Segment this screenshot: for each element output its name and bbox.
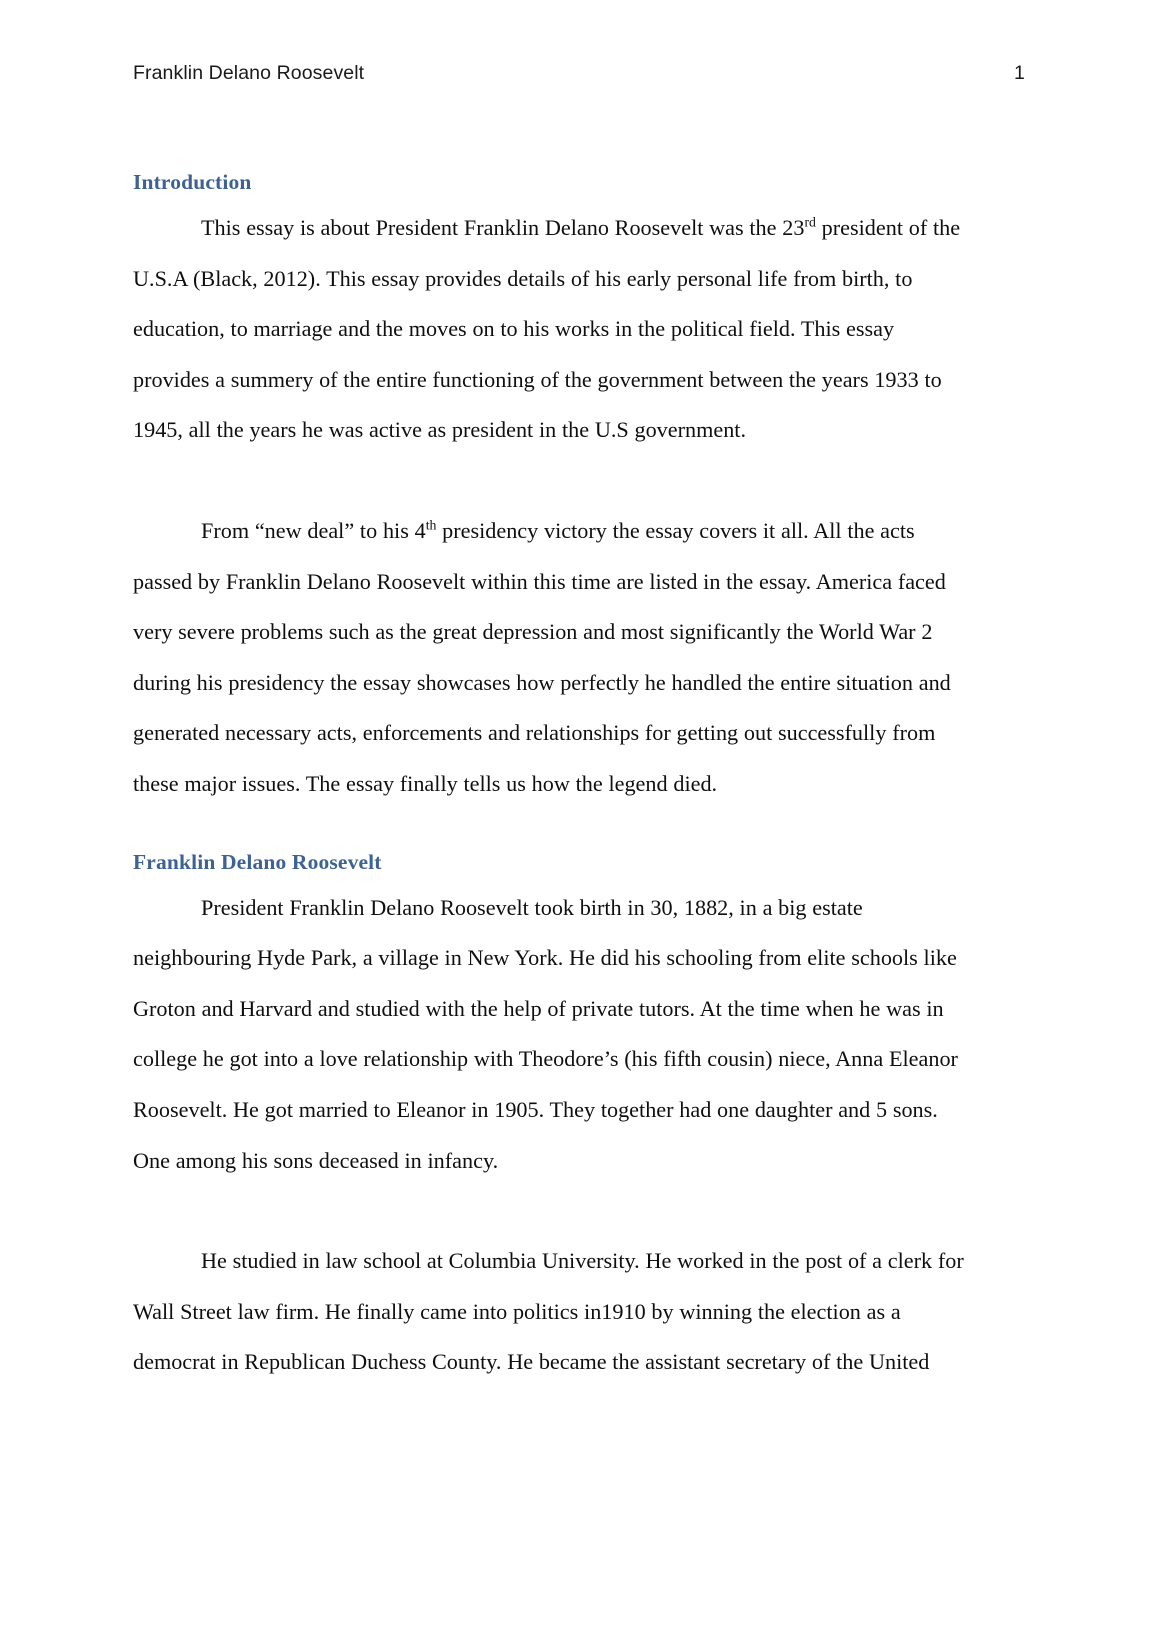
section-heading-franklin-delano-roosevelt: Franklin Delano Roosevelt: [133, 849, 382, 874]
paragraph-spacer: [133, 1186, 971, 1236]
ordinal-suffix-4th: th: [425, 517, 437, 533]
paragraph-intro-2: [133, 506, 971, 810]
paragraph-spacer: [133, 456, 971, 506]
section-heading-introduction: Introduction: [133, 170, 252, 194]
paragraph-intro-2-lead: From “new deal” to his 4: [201, 517, 426, 543]
document-body: [133, 168, 971, 1388]
paragraph-fdr-2: He studied in law school at Columbia University. He worked in the post of a clerk for Wall Street law firm. He finally came into politics in1910 by winning the election as a democrat in Republican Duchess County. He became the assistant secretary of the United: [133, 1248, 964, 1375]
paragraph-intro-2-rest: presidency victory the essay covers it all. All the acts passed by Franklin Delano Roosevelt within this time are listed in the essay. America faced very severe problems such as the great depression and most significantly the World War 2 during his presidency the essay showcases how perfectly he handled the entire situation and generated necessary acts, enforcements and relationships for getting out successfully from these major issues. The essay finally tells us how the legend died.: [133, 517, 951, 796]
ordinal-suffix-23rd: rd: [804, 214, 816, 230]
paragraph-fdr-1: President Franklin Delano Roosevelt took birth in 30, 1882, in a big estate neighbouring Hyde Park, a village in New York. He did his schooling from elite schools like Groton and Harvard and studied with the help of private tutors. At the time when he was in college he got into a love relationship with Theodore’s (his fifth cousin) niece, Anna Eleanor Roosevelt. He got married to Eleanor in 1905. They together had one daughter and 5 sons. One among his sons deceased in infancy.: [133, 894, 958, 1173]
paragraph-intro-1: [133, 203, 971, 456]
running-header-title: Franklin Delano Roosevelt: [133, 62, 365, 84]
paragraph-intro-1-rest: president of the U.S.A (Black, 2012). This essay provides details of his early personal life from birth, to education, to marriage and the moves on to his works in the political field. This essay provides a summery of the entire functioning of the government between the years 1933 to 1945, all the years he was active as president in the U.S government.: [133, 215, 961, 443]
running-header: [133, 62, 1025, 88]
paragraph-intro-1-lead: This essay is about President Franklin Delano Roosevelt was the 23: [201, 215, 805, 241]
page-number: 1: [1014, 62, 1025, 84]
